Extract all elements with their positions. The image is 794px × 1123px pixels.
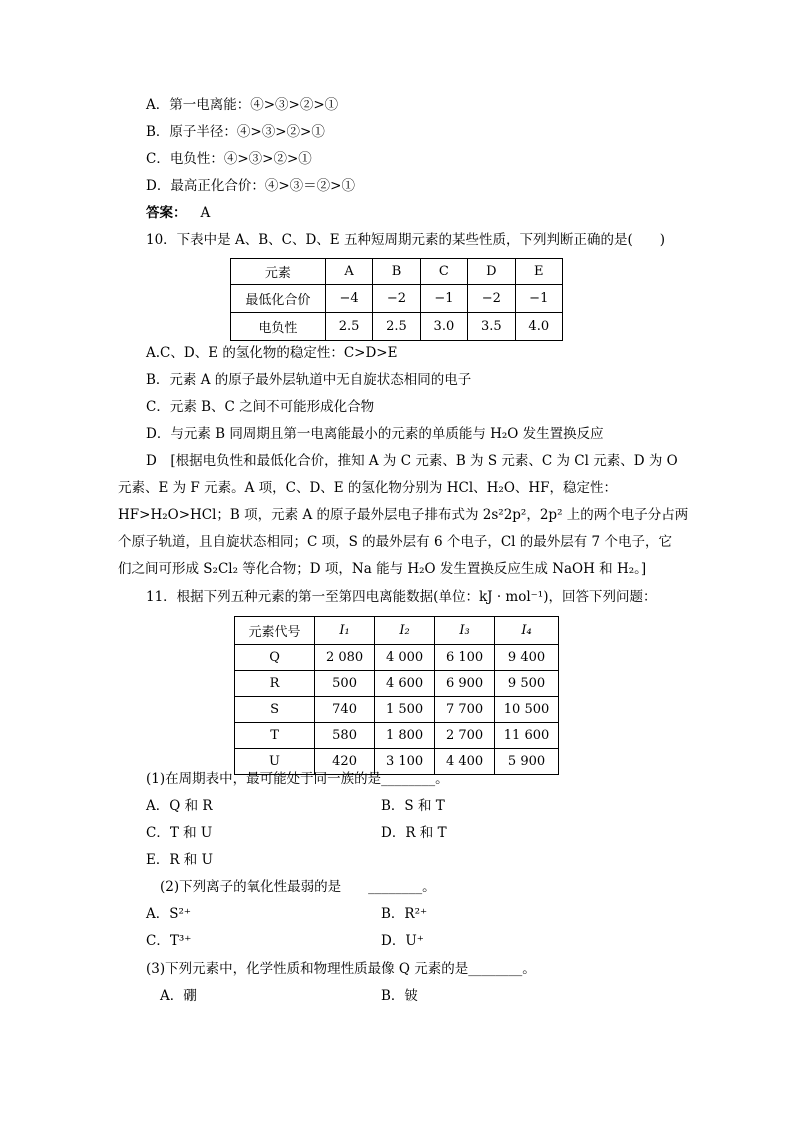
table-cell: 4 400 bbox=[435, 749, 495, 775]
q11-sub1-option-a: A．Q 和 R bbox=[146, 798, 213, 814]
q9-answer-label: 答案： bbox=[146, 205, 187, 221]
table-cell: I₁ bbox=[315, 617, 375, 645]
table-cell: 6 100 bbox=[435, 645, 495, 671]
table-cell: 5 900 bbox=[495, 749, 559, 775]
q10-option-b: B．元素 A 的原子最外层轨道中无自旋状态相同的电子 bbox=[146, 372, 472, 388]
table-cell: 2.5 bbox=[373, 313, 420, 341]
table-cell: 元素代号 bbox=[235, 617, 315, 645]
table-row bbox=[231, 285, 563, 313]
table-row bbox=[231, 313, 563, 341]
table-cell: 580 bbox=[315, 723, 375, 749]
table-cell: R bbox=[235, 671, 315, 697]
q10-explanation-line: 个原子轨道，且自旋状态相同；C 项，S 的最外层有 6 个电子，Cl 的最外层有 7 个电子，它 bbox=[118, 534, 672, 550]
table-cell: C bbox=[420, 259, 467, 285]
q11-sub1-option-e: E．R 和 U bbox=[146, 852, 213, 868]
q11-stem: 11．根据下列五种元素的第一至第四电离能数据(单位：kJ · mol⁻¹)，回答下列问题： bbox=[146, 589, 657, 605]
q11-sub3-option-b: B．铍 bbox=[381, 988, 418, 1004]
table-cell: 10 500 bbox=[495, 697, 559, 723]
q10-table bbox=[230, 258, 563, 341]
table-cell: 3 100 bbox=[375, 749, 435, 775]
q10-explanation-line: D [根据电负性和最低化合价，推知 A 为 C 元素、B 为 S 元素、C 为 Cl 元素、D 为 O bbox=[146, 453, 678, 469]
table-header-row bbox=[231, 259, 563, 285]
table-cell: 3.0 bbox=[420, 313, 467, 341]
table-cell: 500 bbox=[315, 671, 375, 697]
table-cell: 最低化合价 bbox=[231, 285, 326, 313]
table-cell: 1 800 bbox=[375, 723, 435, 749]
table-cell: D bbox=[468, 259, 515, 285]
table-cell: 9 500 bbox=[495, 671, 559, 697]
table-cell: I₃ bbox=[435, 617, 495, 645]
table-cell: −1 bbox=[515, 285, 562, 313]
table-cell: 4.0 bbox=[515, 313, 562, 341]
table-cell: 电负性 bbox=[231, 313, 326, 341]
q11-sub1-stem: (1)在周期表中，最可能处于同一族的是________。 bbox=[146, 771, 449, 787]
q11-sub1-option-d: D．R 和 T bbox=[381, 825, 447, 841]
table-cell: B bbox=[373, 259, 420, 285]
table-cell: 6 900 bbox=[435, 671, 495, 697]
table-cell: −4 bbox=[325, 285, 372, 313]
q10-explanation-line: 元素、E 为 F 元素。A 项，C、D、E 的氢化物分别为 HCl、H₂O、HF，稳定性： bbox=[118, 480, 618, 496]
table-cell: 2 080 bbox=[315, 645, 375, 671]
table-cell: 11 600 bbox=[495, 723, 559, 749]
q10-option-c: C．元素 B、C 之间不可能形成化合物 bbox=[146, 399, 375, 415]
table-cell: A bbox=[325, 259, 372, 285]
q9-option-d: D．最高正化合价：④>③＝②>① bbox=[146, 178, 355, 194]
q10-explanation-line: HF>H₂O>HCl；B 项，元素 A 的原子最外层电子排布式为 2s²2p²，2p² 上的两个电子分占两 bbox=[118, 507, 689, 523]
table-cell: U bbox=[235, 749, 315, 775]
table-cell: 元素 bbox=[231, 259, 326, 285]
table-cell: 9 400 bbox=[495, 645, 559, 671]
table-cell: I₄ bbox=[495, 617, 559, 645]
q9-answer-value: A bbox=[200, 205, 211, 221]
table-cell: E bbox=[515, 259, 562, 285]
table-cell: 7 700 bbox=[435, 697, 495, 723]
q11-sub2-option-a: A．S²⁺ bbox=[146, 906, 192, 922]
table-cell: −2 bbox=[468, 285, 515, 313]
table-cell: 3.5 bbox=[468, 313, 515, 341]
q11-sub3-option-a: A．硼 bbox=[160, 988, 197, 1004]
q11-sub1-option-c: C．T 和 U bbox=[146, 825, 213, 841]
table-cell: T bbox=[235, 723, 315, 749]
q10-stem: 10．下表中是 A、B、C、D、E 五种短周期元素的某些性质，下列判断正确的是( ) bbox=[146, 232, 665, 248]
q11-sub2-option-d: D．U⁺ bbox=[381, 933, 424, 949]
q10-explanation-line: 们之间可形成 S₂Cl₂ 等化合物；D 项，Na 能与 H₂O 发生置换反应生成 NaOH 和 H₂。] bbox=[118, 561, 647, 577]
table-row bbox=[235, 723, 559, 749]
q9-option-c: C．电负性：④>③>②>① bbox=[146, 151, 312, 167]
table-row bbox=[235, 645, 559, 671]
q9-option-a: A．第一电离能：④>③>②>① bbox=[146, 97, 339, 113]
q10-option-d: D．与元素 B 同周期且第一电离能最小的元素的单质能与 H₂O 发生置换反应 bbox=[146, 426, 604, 442]
table-cell: −2 bbox=[373, 285, 420, 313]
q11-sub2-option-b: B．R²⁺ bbox=[381, 906, 428, 922]
q11-table bbox=[234, 616, 559, 775]
table-cell: 4 000 bbox=[375, 645, 435, 671]
table-cell: 2.5 bbox=[325, 313, 372, 341]
table-cell: 4 600 bbox=[375, 671, 435, 697]
q11-sub1-option-b: B．S 和 T bbox=[381, 798, 445, 814]
table-cell: 2 700 bbox=[435, 723, 495, 749]
q11-sub2-stem: (2)下列离子的氧化性最弱的是 ________。 bbox=[160, 879, 436, 895]
q11-sub2-option-c: C．T³⁺ bbox=[146, 933, 192, 949]
table-cell: 1 500 bbox=[375, 697, 435, 723]
q9-option-b: B．原子半径：④>③>②>① bbox=[146, 124, 325, 140]
table-row bbox=[235, 671, 559, 697]
table-cell: −1 bbox=[420, 285, 467, 313]
q9-answer bbox=[146, 204, 210, 222]
q11-sub3-stem: (3)下列元素中，化学性质和物理性质最像 Q 元素的是________。 bbox=[146, 961, 536, 977]
table-cell: 740 bbox=[315, 697, 375, 723]
table-cell: Q bbox=[235, 645, 315, 671]
table-row bbox=[235, 697, 559, 723]
table-cell: I₂ bbox=[375, 617, 435, 645]
q10-option-a: A.C、D、E 的氢化物的稳定性：C>D>E bbox=[146, 345, 398, 361]
table-cell: 420 bbox=[315, 749, 375, 775]
table-header-row bbox=[235, 617, 559, 645]
table-cell: S bbox=[235, 697, 315, 723]
